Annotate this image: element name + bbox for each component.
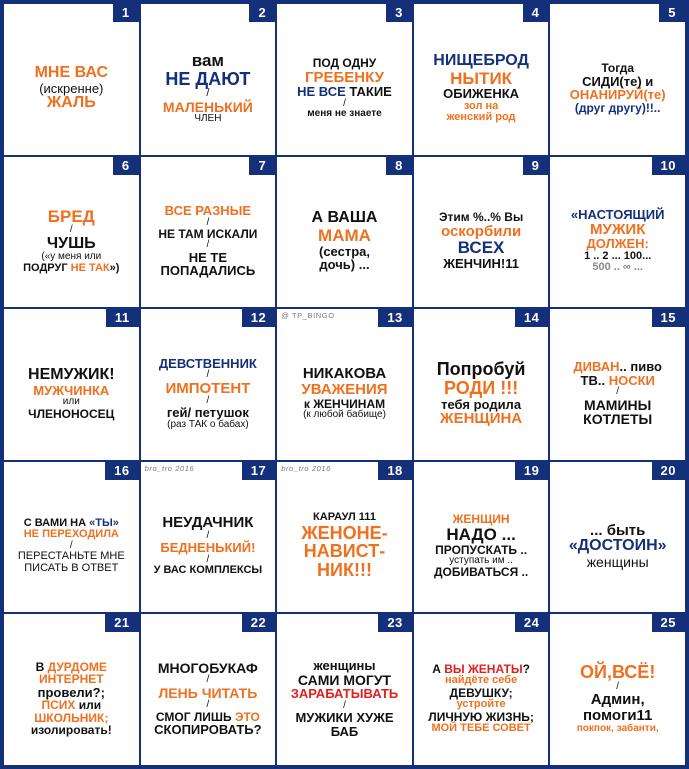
cell-number: 4 [523,4,549,22]
cell-line: А ВАША [311,209,378,227]
cell-line: МУЖИКИ ХУЖЕ [295,710,394,726]
cell-line: ЛИЧНУЮ ЖИЗНЬ; [428,709,534,724]
cell-line: «НАСТОЯЩИЙ [570,207,665,223]
cell-number: 7 [249,157,275,175]
cell-line: устройте [456,698,506,711]
cell-number: 5 [659,4,685,22]
cell-number: 10 [652,157,685,175]
cell-line: МОЙ ТЕБЕ СОВЕТ [431,722,531,735]
cell-number: 15 [652,309,685,327]
cell-line: ВСЕ РАЗНЫЕ [164,202,252,218]
watermark-text: bro_tro 2016 [144,463,195,473]
cell-line: НЕМУЖИК! [28,365,115,383]
bingo-cell-9 [413,156,550,309]
cell-line: НЕ ВСЕ ТАКИЕ [297,84,392,100]
bingo-cell-19 [413,461,550,614]
cell-number: 2 [249,4,275,22]
cell-line: В ДУРДОМЕ [35,659,107,674]
cell-line: ВСЕХ [457,238,505,258]
cell-line: МАМИНЫ [584,396,652,413]
cell-line: БЕДНЕНЬКИЙ! [160,540,256,556]
cell-line: («у меня или [41,251,102,263]
cell-number: 11 [106,309,139,327]
cell-line: ОНАНИРУЙ(те) [569,87,666,103]
bingo-cell-5 [549,3,686,156]
cell-number: 16 [105,462,138,480]
cell-line: А ВЫ ЖЕНАТЫ? [432,661,530,676]
cell-line: НАВИСТ- [303,541,386,562]
cell-line: (к любой бабище) [303,409,386,421]
cell-line: НЕ ПЕРЕХОДИЛА [23,528,119,541]
cell-line: МУЖЧИНКА [33,382,110,398]
cell-line: ... быть [590,521,646,539]
cell-line: покпок, забанти, [576,722,659,734]
cell-line: найдёте себе [445,674,518,687]
cell-line: изолировать! [30,723,112,738]
cell-line: помоги11 [582,707,653,725]
cell-line: С ВАМИ НА «ТЫ» [23,517,119,530]
cell-line: ДИВАН.. пиво [573,359,662,375]
cell-line: ПОПАДАЛИСЬ [160,263,256,279]
cell-line: УВАЖЕНИЯ [301,381,388,399]
cell-line: ЗАРАБАТЫВАТЬ [290,686,399,702]
cell-number: 12 [242,309,275,327]
cell-line: ДОЛЖЕН: [586,236,649,252]
cell-number: 21 [105,614,138,632]
cell-number: 8 [386,157,412,175]
cell-number: 23 [378,614,411,632]
cell-line: КАРАУЛ 111 [313,511,376,524]
cell-line: ЧУШЬ [46,234,96,252]
cell-line: ЖЕНОНЕ- [301,522,388,543]
cell-line: гей/ петушок [166,405,249,421]
cell-line: / [206,369,210,381]
cell-line: «ДОСТОИН» [568,537,667,555]
cell-line: ИНТЕРНЕТ [38,672,104,687]
cell-line: к ЖЕНЧИНАМ [303,396,386,411]
cell-line: НИК!!! [317,560,372,581]
cell-line: СМОГ ЛИШЬ ЭТО [155,709,260,724]
cell-number: 1 [113,4,139,22]
cell-line: / [206,553,210,565]
cell-number: 24 [515,614,548,632]
cell-line: ЛЕНЬ ЧИТАТЬ [158,684,258,701]
cell-line: ПОДРУГ НЕ ТАК») [23,261,120,274]
cell-line: / [343,699,346,711]
cell-number: 6 [113,157,139,175]
bingo-cell-2 [140,3,277,156]
cell-line: ДОБИВАТЬСЯ .. [433,565,529,580]
cell-number: 25 [652,614,685,632]
cell-line: ЖЕНЧИН!11 [443,256,519,271]
bingo-cell-21 [3,613,140,766]
bingo-cell-17 [140,461,277,614]
bingo-cell-13 [276,308,413,461]
cell-line: МНЕ ВАС [34,63,109,81]
cell-number: 20 [652,462,685,480]
cell-line: (раз ТАК о бабах) [167,419,249,430]
cell-line: ЖАЛЬ [46,94,96,112]
cell-line: / [206,674,210,686]
cell-line: САМИ МОГУТ [297,671,392,688]
bingo-cell-14 [413,308,550,461]
cell-line: НЕ ДАЮТ [165,68,251,89]
cell-line: ИМПОТЕНТ [165,379,251,397]
bingo-cell-6 [3,156,140,309]
cell-line: вам [191,50,225,70]
cell-line: ТВ.. НОСКИ [580,372,655,388]
cell-line: женщины [586,553,649,570]
cell-number: 9 [523,157,549,175]
cell-line: МАМА [318,225,371,245]
cell-line: ПЕРЕСТАНЬТЕ МНЕ [17,550,125,563]
cell-number: 18 [378,462,411,480]
cell-line: ОЙ,ВСЁ! [580,662,656,683]
cell-line: ДЕВУШКУ; [449,685,513,700]
cell-line: зол на [463,99,499,112]
cell-line: МАЛЕНЬКИЙ [162,98,253,115]
cell-line: ПРОПУСКАТЬ .. [435,542,528,557]
bingo-cell-1 [3,3,140,156]
cell-line: ГРЕБЕНКУ [304,68,384,86]
cell-line: СИДИ(те) и [582,73,654,89]
cell-line: Тогда [601,61,635,76]
cell-line: МНОГОБУКАФ [157,659,258,676]
cell-line: провели?; [37,684,105,700]
cell-line: КОТЛЕТЫ [583,411,653,428]
cell-line: / [616,386,620,398]
cell-line: Админ, [590,691,645,709]
cell-number: 17 [242,462,275,480]
cell-line: / [206,395,210,407]
cell-line: У ВАС КОМПЛЕКСЫ [153,564,263,577]
cell-line: / [616,681,620,693]
cell-line: ОБИЖЕНКА [443,86,520,102]
cell-line: НАДО ... [446,524,516,544]
watermark-text: bro_tro 2016 [281,463,331,473]
bingo-cell-20 [549,461,686,614]
cell-line: (сестра, [318,243,370,259]
cell-line: или [62,396,80,408]
bingo-cell-18 [276,461,413,614]
cell-line: БАБ [330,723,359,739]
cell-line: ПИСАТЬ В ОТВЕТ [24,561,119,574]
cell-line: БРЕД [47,206,95,226]
cell-line: уступать им .. [449,554,513,566]
cell-line: ПОД ОДНУ [312,56,377,71]
cell-line: меня не знаете [307,108,382,120]
cell-line: 1 .. 2 ... 100... [584,249,652,262]
cell-line: / [206,87,210,100]
bingo-cell-11 [3,308,140,461]
cell-line: РОДИ !!! [443,377,519,398]
bingo-cell-22 [140,613,277,766]
cell-line: (искренне) [39,80,104,96]
bingo-cell-23 [276,613,413,766]
cell-line: женщины [313,658,376,674]
cell-line: НЕ ТАМ ИСКАЛИ [158,226,258,241]
cell-line: женский род [446,111,516,124]
bingo-cell-15 [549,308,686,461]
bingo-cell-25 [549,613,686,766]
watermark-text: @ TP_BINGO [281,311,335,321]
bingo-cell-7 [140,156,277,309]
cell-line: ПСИХ или [41,698,102,713]
cell-line: МУЖИК [590,220,646,238]
bingo-cell-24 [413,613,550,766]
cell-line: дочь) ... [319,257,370,273]
cell-line: ЧЛЕНОНОСЕЦ [28,406,115,421]
bingo-cell-8 [276,156,413,309]
bingo-cell-16 [3,461,140,614]
cell-line: / [69,224,73,236]
cell-line: / [206,530,210,542]
cell-line: / [69,539,73,551]
bingo-cell-12 [140,308,277,461]
bingo-cell-3 [276,3,413,156]
cell-number: 3 [386,4,412,22]
cell-line: НЕУДАЧНИК [162,514,254,532]
cell-line: НЕ ТЕ [188,249,228,265]
cell-line: ЖЕНЩИН [452,512,510,527]
cell-line: 500 .. ∞ ... [592,261,644,274]
cell-line: ЧЛЕН [194,113,222,125]
cell-line: ДЕВСТВЕННИК [158,355,257,371]
cell-number: 13 [378,309,411,327]
cell-line: ЖЕНЩИНА [440,410,523,428]
cell-number: 22 [242,614,275,632]
cell-line: / [206,699,210,711]
cell-number: 14 [515,309,548,327]
bingo-cell-10 [549,156,686,309]
cell-line: (друг другу)!!.. [574,100,661,115]
bingo-cell-4 [413,3,550,156]
cell-number: 19 [515,462,548,480]
cell-line: тебя родила [441,396,522,412]
cell-line: НИКАКОВА [302,365,387,383]
cell-line: НЫТИК [450,68,513,88]
cell-line: / [343,97,346,109]
cell-line: СКОПИРОВАТЬ? [154,722,262,738]
cell-line: НИЩЕБРОД [433,51,529,69]
cell-line: / [206,239,210,251]
cell-line: оскорбили [441,222,522,240]
cell-line: Этим %..% Вы [438,210,524,225]
cell-line: Попробуй [436,359,526,380]
cell-line: / [206,216,210,228]
cell-line: ШКОЛЬНИК; [34,710,109,725]
